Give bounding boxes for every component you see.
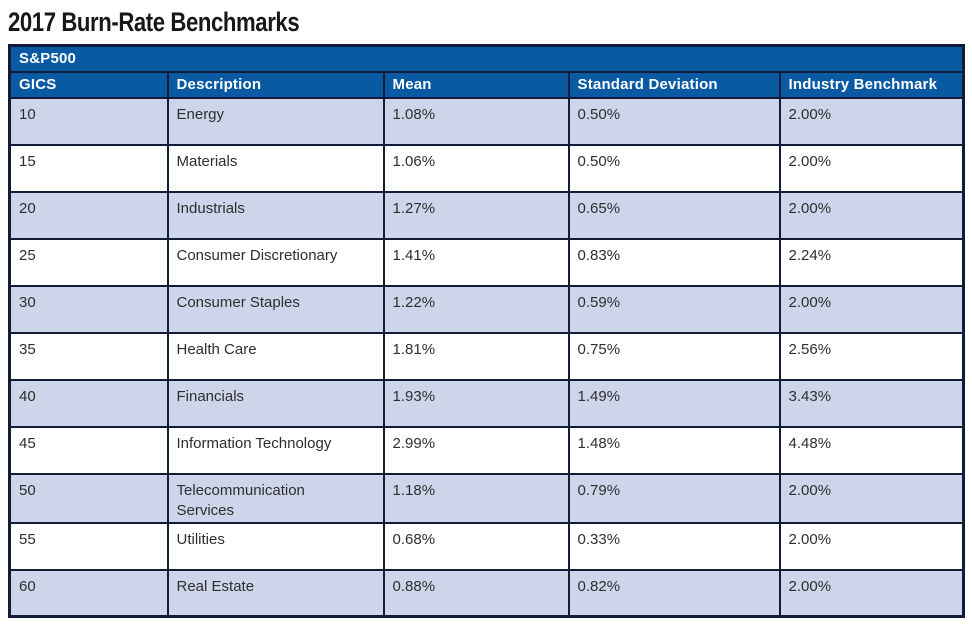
cell-gics: 55	[10, 523, 168, 570]
cell-benchmark: 2.56%	[780, 333, 964, 380]
cell-std_dev: 0.65%	[569, 192, 780, 239]
group-header-cell: S&P500	[10, 46, 964, 73]
cell-std_dev: 0.33%	[569, 523, 780, 570]
cell-description: Consumer Staples	[168, 286, 384, 333]
cell-mean: 1.08%	[384, 98, 569, 145]
cell-mean: 1.22%	[384, 286, 569, 333]
cell-description: Consumer Discretionary	[168, 239, 384, 286]
table-row	[10, 570, 964, 617]
cell-description: Materials	[168, 145, 384, 192]
cell-gics: 35	[10, 333, 168, 380]
cell-benchmark: 2.00%	[780, 523, 964, 570]
cell-description: Real Estate	[168, 570, 384, 617]
cell-gics: 50	[10, 474, 168, 523]
cell-mean: 1.27%	[384, 192, 569, 239]
cell-gics: 45	[10, 427, 168, 474]
cell-gics: 10	[10, 98, 168, 145]
cell-mean: 1.06%	[384, 145, 569, 192]
column-header-description: Description	[168, 72, 384, 98]
cell-mean: 2.99%	[384, 427, 569, 474]
cell-mean: 0.68%	[384, 523, 569, 570]
column-header-std_dev: Standard Deviation	[569, 72, 780, 98]
cell-gics: 40	[10, 380, 168, 427]
cell-std_dev: 0.50%	[569, 98, 780, 145]
cell-description: Industrials	[168, 192, 384, 239]
cell-mean: 1.18%	[384, 474, 569, 523]
cell-benchmark: 2.00%	[780, 286, 964, 333]
cell-gics: 60	[10, 570, 168, 617]
cell-description: Telecommunication Services	[168, 474, 384, 523]
cell-mean: 1.81%	[384, 333, 569, 380]
group-header-row	[10, 46, 964, 73]
cell-benchmark: 4.48%	[780, 427, 964, 474]
table-row	[10, 239, 964, 286]
cell-benchmark: 2.00%	[780, 570, 964, 617]
cell-benchmark: 2.00%	[780, 98, 964, 145]
cell-description: Health Care	[168, 333, 384, 380]
cell-std_dev: 0.83%	[569, 239, 780, 286]
cell-description: Utilities	[168, 523, 384, 570]
table-row	[10, 333, 964, 380]
table-row	[10, 427, 964, 474]
cell-benchmark: 2.00%	[780, 474, 964, 523]
cell-std_dev: 0.50%	[569, 145, 780, 192]
cell-benchmark: 2.00%	[780, 192, 964, 239]
column-header-gics: GICS	[10, 72, 168, 98]
column-header-row	[10, 72, 964, 98]
cell-std_dev: 0.59%	[569, 286, 780, 333]
benchmark-table	[8, 44, 965, 618]
cell-benchmark: 2.24%	[780, 239, 964, 286]
cell-mean: 1.41%	[384, 239, 569, 286]
cell-mean: 0.88%	[384, 570, 569, 617]
cell-gics: 25	[10, 239, 168, 286]
cell-description: Energy	[168, 98, 384, 145]
column-header-mean: Mean	[384, 72, 569, 98]
cell-gics: 15	[10, 145, 168, 192]
cell-benchmark: 3.43%	[780, 380, 964, 427]
table-row	[10, 286, 964, 333]
page-title: 2017 Burn-Rate Benchmarks	[8, 7, 300, 37]
cell-std_dev: 1.49%	[569, 380, 780, 427]
table-row	[10, 380, 964, 427]
table-row	[10, 474, 964, 523]
cell-gics: 30	[10, 286, 168, 333]
cell-std_dev: 0.79%	[569, 474, 780, 523]
cell-std_dev: 0.75%	[569, 333, 780, 380]
table-row	[10, 192, 964, 239]
cell-benchmark: 2.00%	[780, 145, 964, 192]
cell-std_dev: 1.48%	[569, 427, 780, 474]
table-row	[10, 98, 964, 145]
column-header-benchmark: Industry Benchmark	[780, 72, 964, 98]
cell-std_dev: 0.82%	[569, 570, 780, 617]
cell-description: Financials	[168, 380, 384, 427]
cell-description: Information Technology	[168, 427, 384, 474]
cell-gics: 20	[10, 192, 168, 239]
table-row	[10, 145, 964, 192]
table-row	[10, 523, 964, 570]
cell-mean: 1.93%	[384, 380, 569, 427]
